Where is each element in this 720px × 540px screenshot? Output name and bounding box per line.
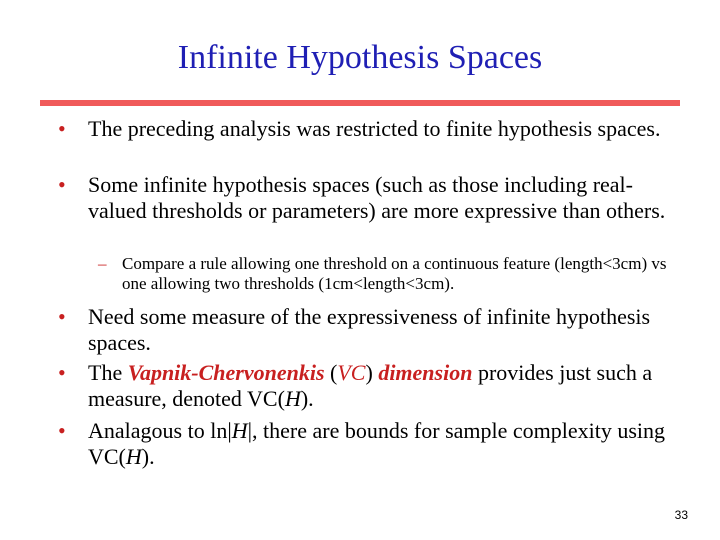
slide-title: Infinite Hypothesis Spaces — [177, 39, 543, 76]
vc-abbreviation: VC — [337, 360, 366, 385]
bounds-suffix: ). — [141, 444, 155, 469]
hypothesis-variable: H — [125, 444, 142, 469]
sub-bullet-item-threshold — [98, 254, 678, 294]
vc-middle: provides just such a measure, denoted VC( — [88, 360, 653, 411]
vc-open-paren: ( — [324, 360, 338, 385]
hypothesis-variable: H — [231, 418, 248, 443]
bullet-dot-icon: • — [58, 172, 66, 197]
bullet-dot-icon: • — [58, 418, 66, 443]
bullet-text — [88, 360, 668, 412]
dash-bullet-icon: – — [98, 254, 107, 273]
bullet-item-finite — [58, 116, 668, 142]
bullet-text: The preceding analysis was restricted to finite hypothesis spaces. — [88, 116, 661, 141]
page-number: 33 — [674, 508, 688, 522]
bullet-item-sample-complexity — [58, 418, 668, 470]
bullet-text — [88, 418, 668, 470]
bounds-prefix: Analagous to ln| — [88, 418, 232, 443]
title-divider — [40, 100, 680, 106]
bullet-item-expressive — [58, 172, 668, 224]
bullet-item-vc-dimension — [58, 360, 668, 412]
vc-suffix: ). — [300, 386, 314, 411]
hypothesis-variable: H — [284, 386, 301, 411]
bullet-item-measure — [58, 304, 668, 356]
vc-term-dimension: dimension — [378, 360, 473, 385]
vc-close-paren: ) — [365, 360, 379, 385]
bullet-dot-icon: • — [58, 360, 66, 385]
vc-prefix: The — [88, 360, 128, 385]
vc-term-name: Vapnik-Chervonenkis — [127, 360, 325, 385]
bullet-text: Need some measure of the expressiveness of infinite hypothesis spaces. — [88, 304, 651, 355]
bounds-middle: |, there are bounds for sample complexity using VC( — [88, 418, 666, 469]
sub-bullet-text: Compare a rule allowing one threshold on a continuous feature (length<3cm) vs one allowing two thresholds (1cm<length<3cm). — [122, 254, 667, 293]
bullet-text: Some infinite hypothesis spaces (such as those including real-valued thresholds or parameters) are more expressive than others. — [88, 172, 666, 223]
bullet-dot-icon: • — [58, 116, 66, 141]
bullet-dot-icon: • — [58, 304, 66, 329]
